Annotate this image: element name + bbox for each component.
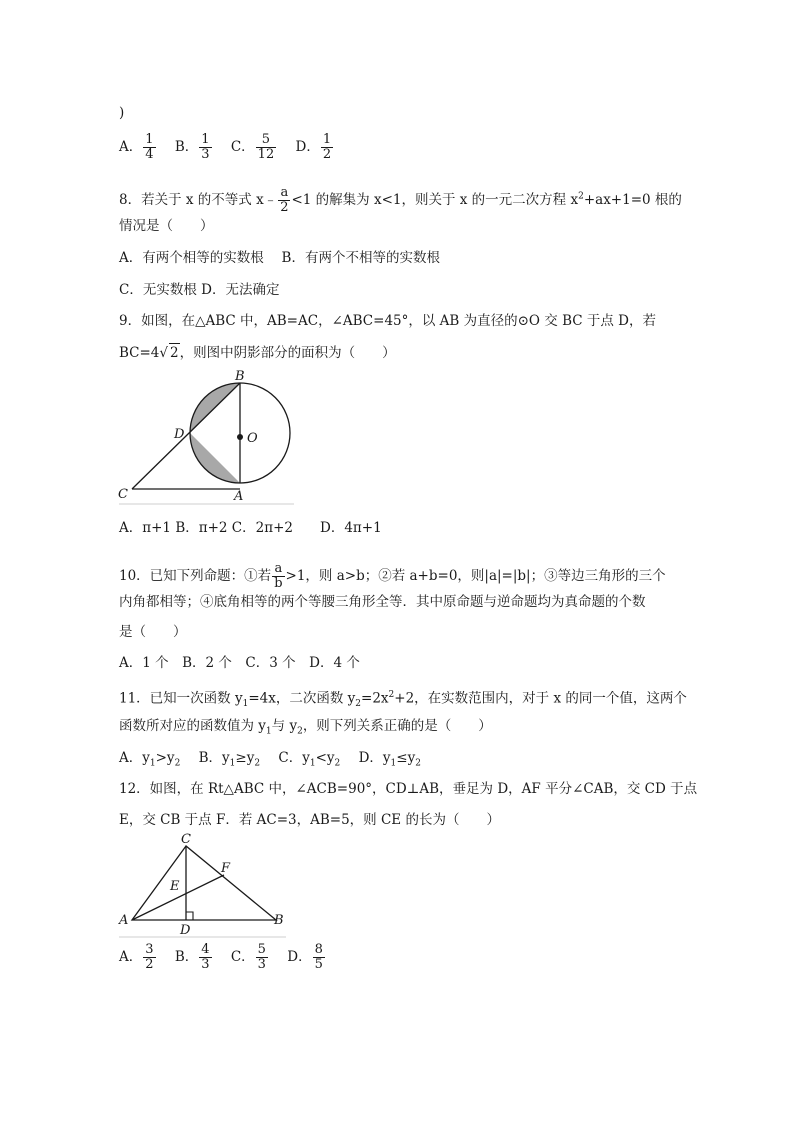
q8-stem-line1: 8．若关于 x 的不等式 x﹣ $\frac{a}{2}$ <1 的解集为 x<1，则关于 x 的一元二次方程 $x^2+ax+1=0$ 根的 (119, 185, 682, 215)
q9-label-c: C (118, 487, 128, 502)
q12-label-f: F (221, 861, 231, 876)
q11-option-d[interactable]: D．$y_1\le y_2$ (358, 750, 421, 769)
q11-option-a[interactable]: A．$y_1>y_2$ (119, 750, 181, 769)
q7-options (119, 133, 348, 162)
q9-label-o: O (247, 431, 258, 446)
q9-stem-line1: 9．如图，在△ABC 中，AB=AC，∠ABC=45°，以 AB 为直径的⊙O 交 BC 于点 D，若 (119, 313, 656, 329)
q11-options (119, 749, 435, 773)
q12-label-b: B (274, 913, 284, 928)
q11-option-b[interactable]: B．$y_1\ge y_2$ (198, 750, 261, 769)
q12-right-angle-mark (186, 912, 193, 920)
q8-stem-line2: 情况是（ ） (119, 218, 214, 234)
q9-shaded-region (190, 383, 240, 483)
q12-stem-line1: 12．如图，在 Rt△ABC 中，∠ACB=90°，CD⊥AB，垂足为 D，AF 平分∠CAB，交 CD 于点 (119, 781, 698, 797)
q12-stem-line2: E，交 CB 于点 F．若 AC=3，AB=5，则 CE 的长为（ ） (119, 812, 500, 828)
q8-options-ab[interactable]: A．有两个相等的实数根 B．有两个不相等的实数根 (119, 250, 440, 266)
q9-stem-line2: BC=4√ 2，则图中阴影部分的面积为（ ） (119, 345, 396, 361)
q12-options (119, 943, 340, 972)
q12-label-d: D (180, 923, 191, 938)
q12-label-c: C (181, 832, 191, 847)
q10-fraction: $\frac{a}{b}$ (274, 561, 283, 591)
q9-options[interactable]: A．π+1 B．π+2 C．2π+2 D．4π+1 (119, 520, 382, 536)
q11-option-c[interactable]: C．$y_1<y_2$ (278, 750, 341, 769)
q12-option-b[interactable]: B． $\frac{4}{3}$ (174, 942, 210, 972)
q7-option-b[interactable]: B． $\frac{1}{3}$ (174, 132, 210, 162)
q8-options-cd[interactable]: C．无实数根 D．无法确定 (119, 282, 280, 298)
q9-figure (114, 368, 296, 506)
q12-option-a[interactable]: A． $\frac{3}{2}$ (119, 942, 154, 972)
q12-label-e: E (170, 879, 180, 894)
q12-figure (114, 830, 289, 940)
q9-label-d: D (174, 427, 185, 442)
q8-fraction: $\frac{a}{2}$ (280, 185, 289, 215)
q7-option-c[interactable]: C． $\frac{5}{12}$ (230, 132, 275, 162)
q9-label-a: A (234, 489, 244, 504)
q12-option-c[interactable]: C． $\frac{5}{3}$ (230, 942, 266, 972)
q7-option-d[interactable]: D． $\frac{1}{2}$ (295, 132, 332, 162)
q10-stem-line1: 10．已知下列命题：①若 $\frac{a}{b}$ >1，则 a>b；②若 a+b=0，则|a|=|b|；③等边三角形的三个 (119, 561, 666, 591)
q10-options[interactable]: A．1 个 B．2 个 C．3 个 D．4 个 (119, 655, 360, 671)
q9-label-b: B (235, 369, 245, 384)
q11-stem-line2: 函数所对应的函数值为 $y_1$与 $y_2$，则下列关系正确的是（ ） (119, 718, 492, 737)
q9-center-point (237, 434, 243, 440)
q7-option-a[interactable]: A． $\frac{1}{4}$ (119, 132, 154, 162)
q10-stem-line2: 内角都相等；④底角相等的两个等腰三角形全等．其中原命题与逆命题均为真命题的个数 (119, 594, 646, 610)
q12-option-d[interactable]: D． $\frac{8}{5}$ (287, 942, 323, 972)
q11-stem-line1: 11．已知一次函数 $y_1=4x$，二次函数 $y_2=2x^2+2$，在实数范围内，对于 x 的同一个值，这两个 (119, 690, 687, 710)
q7-tail: ) (119, 105, 125, 121)
q12-label-a: A (119, 913, 129, 928)
q10-stem-line3: 是（ ） (119, 624, 187, 640)
